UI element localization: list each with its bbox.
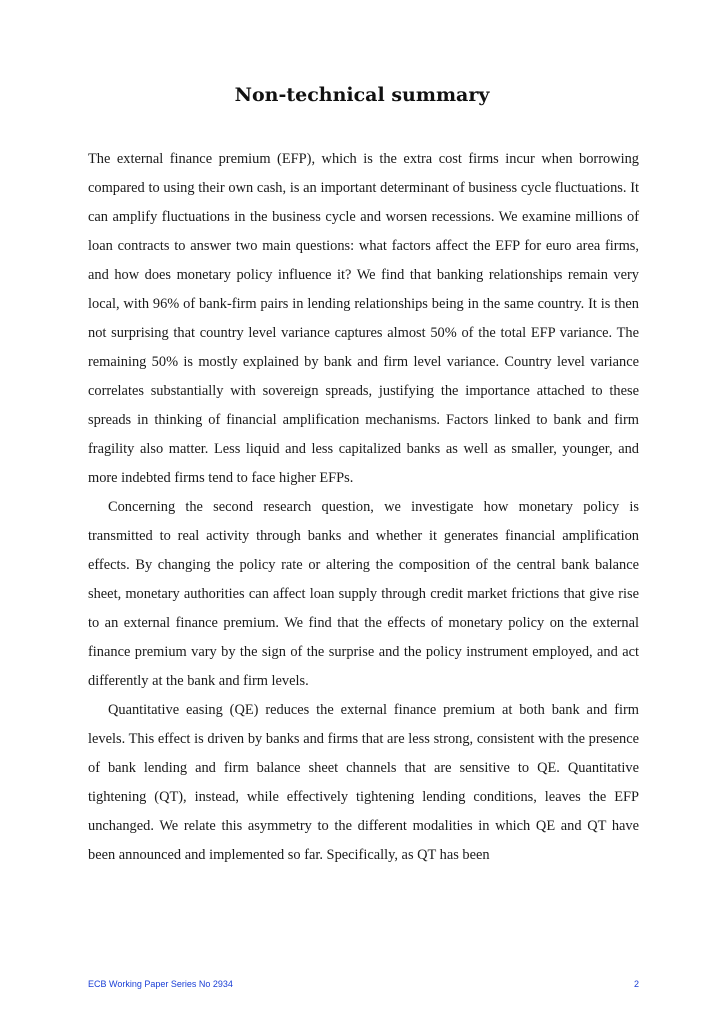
paragraph-2: Concerning the second research question, we investigate how monetary policy is transmitted to real activity through banks and whether it generates financial amplification effects. By changing the policy rate or altering the composition of the central bank balance sheet, monetary authorities can affect loan supply through credit market frictions that give rise to an external finance premium. We find that the effects of monetary policy on the external finance premium vary by the sign of the surprise and the policy instrument employed, and act differently at the bank and firm levels. bbox=[88, 499, 639, 689]
section-title: Non-technical summary bbox=[234, 84, 490, 106]
page-number: 2 bbox=[633, 979, 639, 989]
summary-body bbox=[88, 145, 639, 870]
series-link[interactable]: ECB Working Paper Series No 2934 bbox=[88, 979, 233, 989]
paragraph-3: Quantitative easing (QE) reduces the external finance premium at both bank and firm levels. This effect is driven by banks and firms that are less strong, consistent with the presence of bank lending and firm balance sheet channels that are sensitive to QE. Quantitative tightening (QT), instead, while effectively tightening lending conditions, leaves the EFP unchanged. We relate this asymmetry to the different modalities in which QE and QT have been announced and implemented so far. Specifically, as QT has been bbox=[88, 702, 639, 863]
page-footer bbox=[88, 979, 639, 989]
paragraph-1: The external finance premium (EFP), which is the extra cost firms incur when borrowing compared to using their own cash, is an important determinant of business cycle fluctuations. It can amplify fluctuations in the business cycle and worsen recessions. We examine millions of loan contracts to answer two main questions: what factors affect the EFP for euro area firms, and how does monetary policy influence it? We find that banking relationships remain very local, with 96% of bank-firm pairs in lending relationships being in the same country. It is then not surprising that country level variance captures almost 50% of the total EFP variance. The remaining 50% is mostly explained by bank and firm level variance. Country level variance correlates substantially with sovereign spreads, justifying the importance attached to these spreads in thinking of financial amplification mechanisms. Factors linked to bank and firm fragility also matter. Less liquid and less capitalized banks as well as smaller, younger, and more indebted firms tend to face higher EFPs. bbox=[88, 151, 639, 486]
